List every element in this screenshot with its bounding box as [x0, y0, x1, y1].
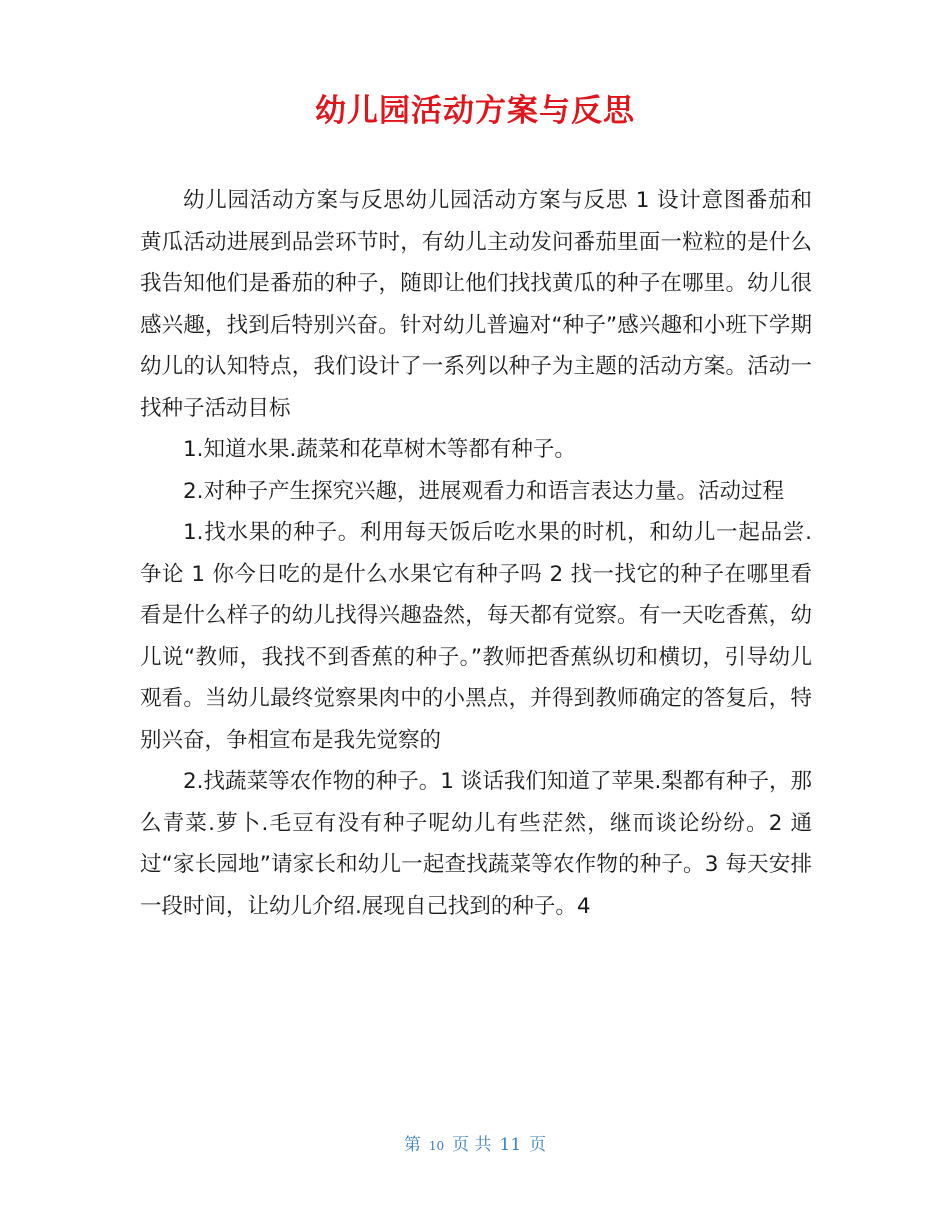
page-footer — [0, 1132, 950, 1159]
current-page-number: 10 — [428, 1139, 445, 1153]
paragraph: 1.找水果的种子。利用每天饭后吃水果的时机，和幼儿一起品尝.争论 1 你今日吃的是什么水果它有种子吗 2 找一找它的种子在哪里看看是什么样子的幼儿找得兴趣盎然，每天都有觉察。有一天吃香蕉，幼儿说“教师，我找不到香蕉的种子。”教师把香蕉纵切和横切，引导幼儿观看。当幼儿最终觉察果肉中的小黑点，并得到教师确定的答复后，特别兴奋，争相宣布是我先觉察的 — [140, 520, 812, 753]
footer-suffix: 页 — [529, 1135, 547, 1155]
paragraph: 2.找蔬菜等农作物的种子。1 谈话我们知道了苹果.梨都有种子，那么青菜.萝卜.毛豆有没有种子呢幼儿有些茫然，继而谈论纷纷。2 通过“家长园地”请家长和幼儿一起查找蔬菜等农作物的种子。3 每天安排一段时间，让幼儿介绍.展现自己找到的种子。4 — [140, 769, 812, 919]
paragraph: 1.知道水果.蔬菜和花草树木等都有种子。 — [183, 437, 576, 462]
document-body — [140, 180, 812, 927]
total-page-number: 11 — [499, 1135, 522, 1155]
paragraph: 幼儿园活动方案与反思幼儿园活动方案与反思 1 设计意图番茄和黄瓜活动进展到品尝环节时，有幼儿主动发问番茄里面一粒粒的是什么我告知他们是番茄的种子，随即让他们找找黄瓜的种子在哪里。幼儿很感兴趣，找到后特别兴奋。针对幼儿普遍对“种子”感兴趣和小班下学期幼儿的认知特点，我们设计了一系列以种子为主题的活动方案。活动一找种子活动目标 — [140, 188, 812, 421]
document-title: 幼儿园活动方案与反思 — [315, 93, 635, 129]
paragraph: 2.对种子产生探究兴趣，进展观看力和语言表达力量。活动过程 — [183, 478, 785, 504]
footer-prefix: 第 — [403, 1135, 421, 1155]
footer-middle: 页 共 — [452, 1135, 492, 1155]
